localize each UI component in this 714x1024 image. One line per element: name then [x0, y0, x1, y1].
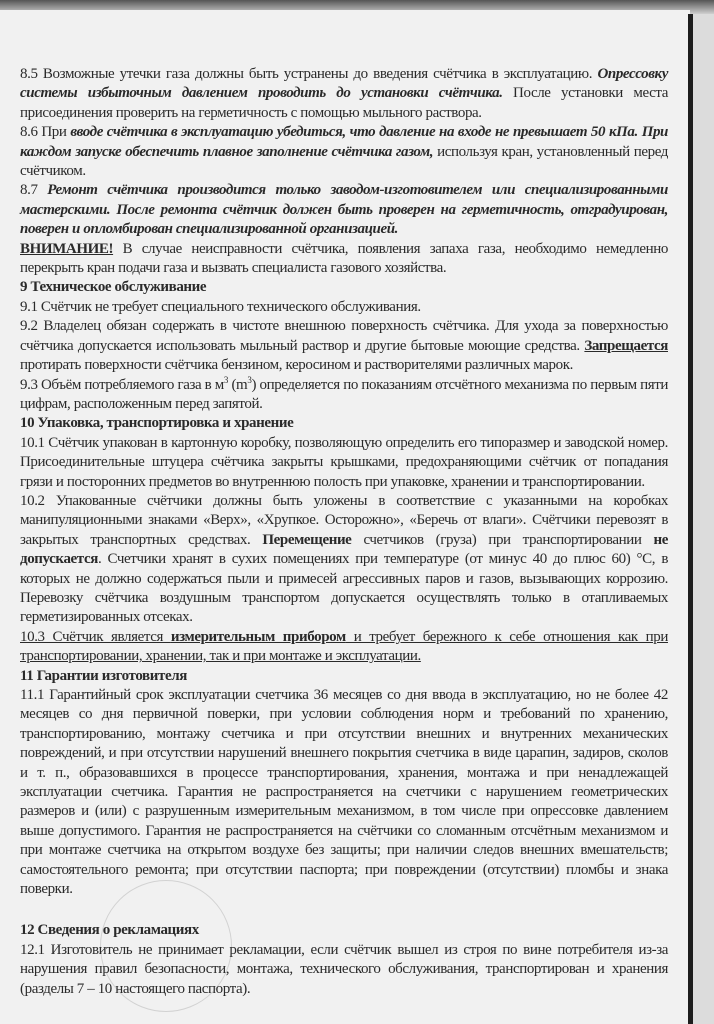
document-body	[20, 0, 668, 1019]
text-run: Ремонт счётчика производится только заводом-изготовителем или специализированными мастерскими. После ремонта счётчик должен быть проверен на герметичность, отградуирован, поверен и опломбирован специализированной организацией.	[20, 182, 668, 238]
section-11-warranty	[20, 667, 668, 900]
section-12-claims	[20, 921, 668, 999]
heading-text: 11 Гарантии изготовителя	[20, 667, 187, 684]
text-run: ВНИМАНИЕ!	[20, 240, 114, 257]
text-run: 8.6 При	[20, 124, 71, 141]
scan-margin	[693, 14, 714, 1024]
text-run: 8.7	[20, 182, 48, 199]
text-run: (m	[228, 376, 248, 393]
text-run: 3	[223, 374, 229, 385]
text-run: и требует бережного к себе отношения как при транспортировании, хранении, так и при монтаже и эксплуатации.	[20, 628, 668, 665]
section-heading	[20, 278, 668, 297]
paragraph	[20, 298, 668, 317]
text-run: Перемещение	[262, 531, 352, 548]
text-run: ) определяется по показаниям отсчётного механизма по первым пяти цифрам, расположенным перед запятой.	[20, 376, 669, 412]
text-run: 10.2 Упакованные счётчики должны быть уложены в соответствие с указанными на коробках манипуляционными знаками «Верх», «Хрупкое. Осторожно», «Беречь от влаги». Счётчики перевозят в закрытых транспортных средствах.	[20, 492, 668, 548]
section-heading	[20, 921, 668, 940]
paragraph	[20, 434, 668, 492]
text-run: 10.1 Счётчик упакован в картонную коробку, позволяющую определить его типоразмер и заводской номер. Присоединительные штуцера счётчика закрыты крышками, предохраняющими счётчик от попадания грязи и посторонних предметов во внутреннюю полость при упаковке, хранении и транспортировании.	[20, 434, 668, 490]
paragraph	[20, 123, 668, 181]
paragraph	[20, 240, 668, 279]
text-run: не допускается	[20, 531, 668, 568]
section-10-packaging	[20, 414, 668, 666]
text-run: используя кран, установленный перед счётчиком.	[20, 143, 668, 180]
text-run: счетчиков (груза) при транспортировании	[351, 531, 654, 548]
text-run: 9.3 Объём потребляемого газа в м	[20, 376, 224, 393]
section-heading	[20, 667, 668, 686]
text-run: 11.1 Гарантийный срок эксплуатации счетчика 36 месяцев со дня ввода в эксплуатацию, но не более 42 месяцев со дня первичной поверки, при условии соблюдения норм и требований по хранению, транспортированию, монтажу счетчика и при отсутствии внешних и внутренних механических повреждений, и при отсутствии нарушений внешнего покрытия счетчика в виде царапин, задиров, сколов и т. п., образовавшихся в процессе транспортирования, хранения, монтажа и при ненадлежащей эксплуатации счетчика. Гарантия не распространяется на счетчики с нарушением геометрических размеров и (или) с разрушенным измерительным механизмом, в том числе при опрессовке давлением выше допустимого. Гарантия не распространяется на счётчики со сломанным отсчётным механизмом и при монтаже счетчика на открытом воздухе без защиты; при наличии следов внешних вмешательств; самостоятельного ремонта; при отсутствии паспорта; при повреждении (отсутствии) пломбы и знака поверки.	[20, 687, 668, 898]
text-run: измерительным прибором	[170, 628, 346, 645]
text-run: . Счетчики хранят в сухих помещениях при температуре (от минус 40 до плюс 60) °С, в которых не должно содержаться пыли и примесей агрессивных паров и газов, вызывающих коррозию. Перевозку счётчика воздушным транспортом допускается осуществлять только в отапливаемых герметизированных отсеках.	[20, 551, 668, 626]
paragraph	[20, 941, 668, 999]
text-run: 9.2 Владелец обязан содержать в чистоте внешнюю поверхность счётчика. Для ухода за поверхностью счётчика допускается использовать мыльный раствор и другие бытовые моющие средства.	[20, 318, 668, 354]
text-run: После установки места присоединения проверить на герметичность с помощью мыльного раствора.	[20, 85, 669, 121]
paragraph	[20, 628, 668, 667]
text-run: Опрессовку системы избыточным давлением проводить до установки счётчика.	[20, 66, 668, 102]
text-run: 3	[247, 374, 252, 385]
paragraph	[20, 376, 668, 415]
text-run: протирать поверхности счётчика бензином, керосином и растворителями различных марок.	[20, 357, 573, 374]
text-run: В случае неисправности счётчика, появления запаха газа, необходимо немедленно перекрыть кран подачи газа и вызвать специалиста газового хозяйства.	[20, 240, 668, 277]
text-run: Запрещается	[584, 337, 668, 354]
paragraph	[20, 317, 668, 375]
heading-text: 9 Техническое обслуживание	[20, 279, 207, 296]
text-run: 8.5 Возможные утечки газа должны быть устранены до введения счётчика в эксплуатацию.	[20, 66, 598, 82]
section-heading	[20, 414, 668, 433]
paragraph	[20, 492, 668, 628]
heading-text: 10 Упаковка, транспортировка и хранение	[20, 415, 294, 432]
section-9-maintenance	[20, 278, 668, 414]
section-8-safety	[20, 65, 668, 278]
paragraph	[20, 65, 668, 123]
paragraph	[20, 686, 668, 899]
text-run: 9.1 Счётчик не требует специального технического обслуживания.	[20, 298, 421, 315]
heading-text: 12 Сведения о рекламациях	[20, 922, 199, 939]
paragraph	[20, 181, 668, 239]
text-run: 12.1 Изготовитель не принимает рекламации, если счётчик вышел из строя по вине потребителя из-за нарушения правил безопасности, монтажа, технического обслуживания, транспортирован и хранения (разделы 7 – 10 настоящего паспорта).	[20, 941, 668, 997]
text-run: вводе счётчика в эксплуатацию убедиться, что давление на входе не превышает 50 кПа. При каждом запуске обеспечить плавное заполнение счётчика газом,	[20, 124, 668, 160]
text-run: 10.3 Счётчик является	[20, 628, 171, 645]
